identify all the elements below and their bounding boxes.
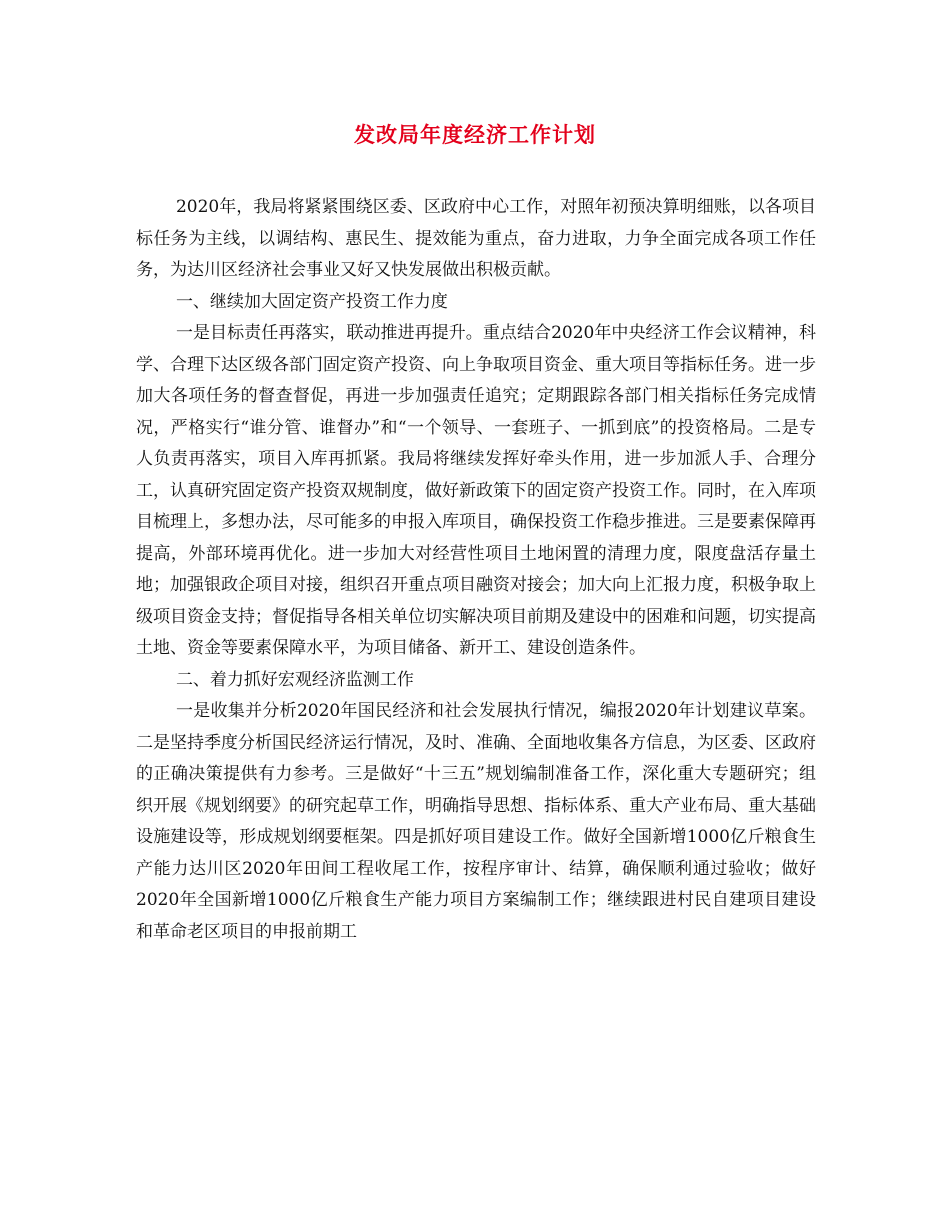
- section-heading-2: 二、着力抓好宏观经济监测工作: [175, 669, 414, 690]
- paragraph-intro: 2020年，我局将紧紧围绕区委、区政府中心工作，对照年初预决算明细账，以各项目标任务为主线，以调结构、惠民生、提效能为重点，奋力进取，力争全面完成各项工作任务，为达川区经济社会事业又好又快发展做出积极贡献。: [136, 197, 816, 280]
- section-heading-1: 一、继续加大固定资产投资工作力度: [175, 291, 448, 312]
- paragraph-section-1: 一是目标责任再落实，联动推进再提升。重点结合2020年中央经济工作会议精神，科学、合理下达区级各部门固定资产投资、向上争取项目资金、重大项目等指标任务。进一步加大各项任务的督查督促，再进一步加强责任追究；定期跟踪各部门相关指标任务完成情况，严格实行“谁分管、谁督办”和“一个领导、一套班子、一抓到底”的投资格局。二是专人负责再落实，项目入库再抓紧。我局将继续发挥好牵头作用，进一步加派人手、合理分工，认真研究固定资产投资双规制度，做好新政策下的固定资产投资工作。同时，在入库项目梳理上，多想办法，尽可能多的申报入库项目，确保投资工作稳步推进。三是要素保障再提高，外部环境再优化。进一步加大对经营性项目土地闲置的清理力度，限度盘活存量土地；加强银政企项目对接，组织召开重点项目融资对接会；加大向上汇报力度，积极争取上级项目资金支持；督促指导各相关单位切实解决项目前期及建设中的困难和问题，切实提高土地、资金等要素保障水平，为项目储备、新开工、建设创造条件。: [136, 323, 816, 658]
- paragraph-section-2: 一是收集并分析2020年国民经济和社会发展执行情况，编报2020年计划建议草案。二是坚持季度分析国民经济运行情况，及时、准确、全面地收集各方信息，为区委、区政府的正确决策提供有力参考。三是做好“十三五”规划编制准备工作，深化重大专题研究；组织开展《规划纲要》的研究起草工作，明确指导思想、指标体系、重大产业布局、重大基础设施建设等，形成规划纲要框架。四是抓好项目建设工作。做好全国新增1000亿斤粮食生产能力达川区2020年田间工程收尾工作，按程序审计、结算，确保顺利通过验收；做好2020年全国新增1000亿斤粮食生产能力项目方案编制工作；继续跟进村民自建项目建设和革命老区项目的申报前期工: [136, 701, 816, 942]
- document-body: [136, 192, 816, 948]
- document-title: 发改局年度经济工作计划: [354, 122, 596, 147]
